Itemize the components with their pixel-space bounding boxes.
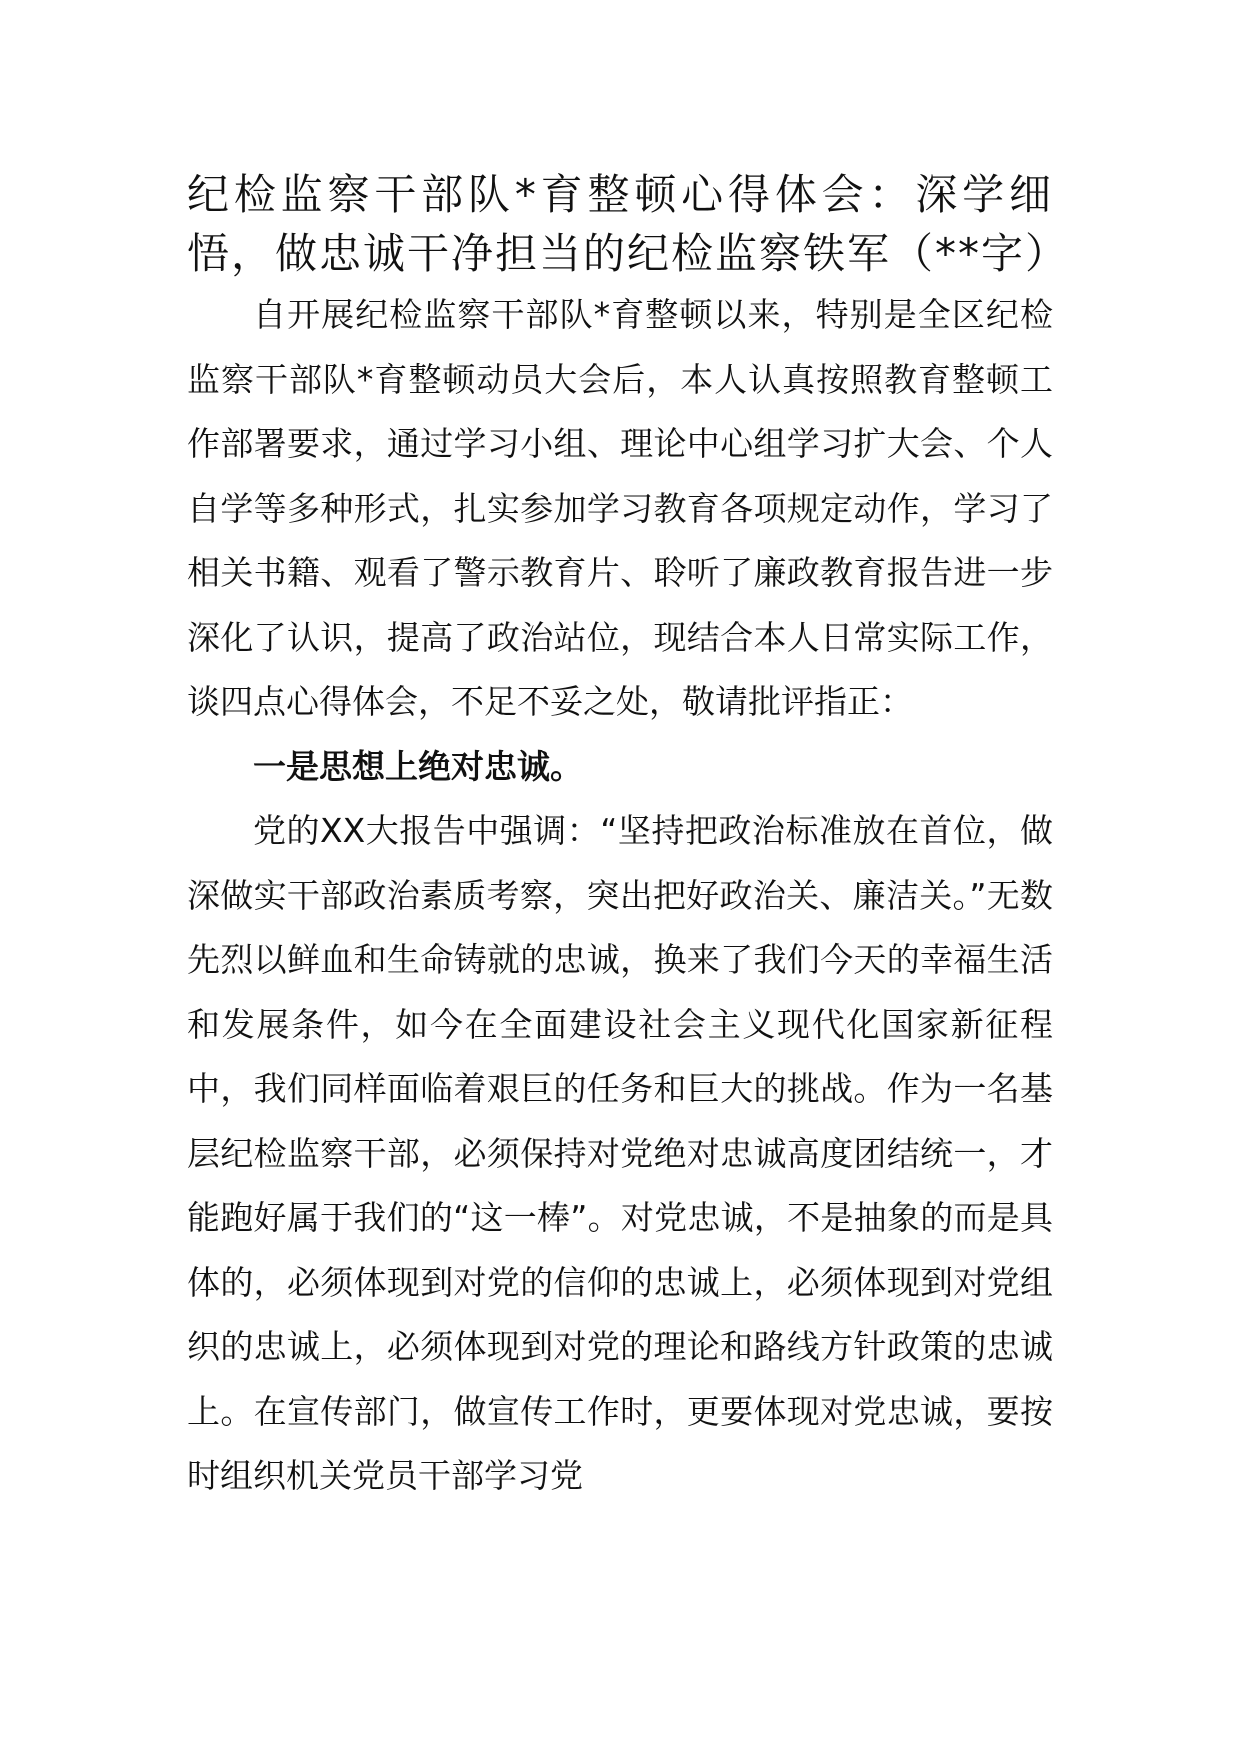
document-title: 纪检监察干部队*育整顿心得体会：深学细悟，做忠诚干净担当的纪检监察铁军（**字） <box>187 170 1070 278</box>
document-body <box>187 165 1070 1509</box>
intro-paragraph: 自开展纪检监察干部队*育整顿以来，特别是全区纪检监察干部队*育整顿动员大会后，本人认真按照教育整顿工作部署要求，通过学习小组、理论中心组学习扩大会、个人自学等多种形式，扎实参加学习教育各项规定动作，学习了相关书籍、观看了警示教育片、聆听了廉政教育报告进一步深化了认识，提高了政治站位，现结合本人日常实际工作，谈四点心得体会，不足不妥之处，敬请批评指正： <box>187 295 1053 721</box>
body-paragraph: 党的XX大报告中强调：“坚持把政治标准放在首位，做深做实干部政治素质考察，突出把好政治关、廉洁关。”无数先烈以鲜血和生命铸就的忠诚，换来了我们今天的幸福生活和发展条件，如今在全面建设社会主义现代化国家新征程中，我们同样面临着艰巨的任务和巨大的挑战。作为一名基层纪检监察干部，必须保持对党绝对忠诚高度团结统一，才能跑好属于我们的“这一棒”。对党忠诚，不是抽象的而是具体的，必须体现到对党的信仰的忠诚上，必须体现到对党组织的忠诚上，必须体现到对党的理论和路线方针政策的忠诚上。在宣传部门，做宣传工作时，更要体现对党忠诚，要按时组织机关党员干部学习党 <box>187 811 1053 1495</box>
section-heading-loyalty: 一是思想上绝对忠诚。 <box>253 746 583 786</box>
